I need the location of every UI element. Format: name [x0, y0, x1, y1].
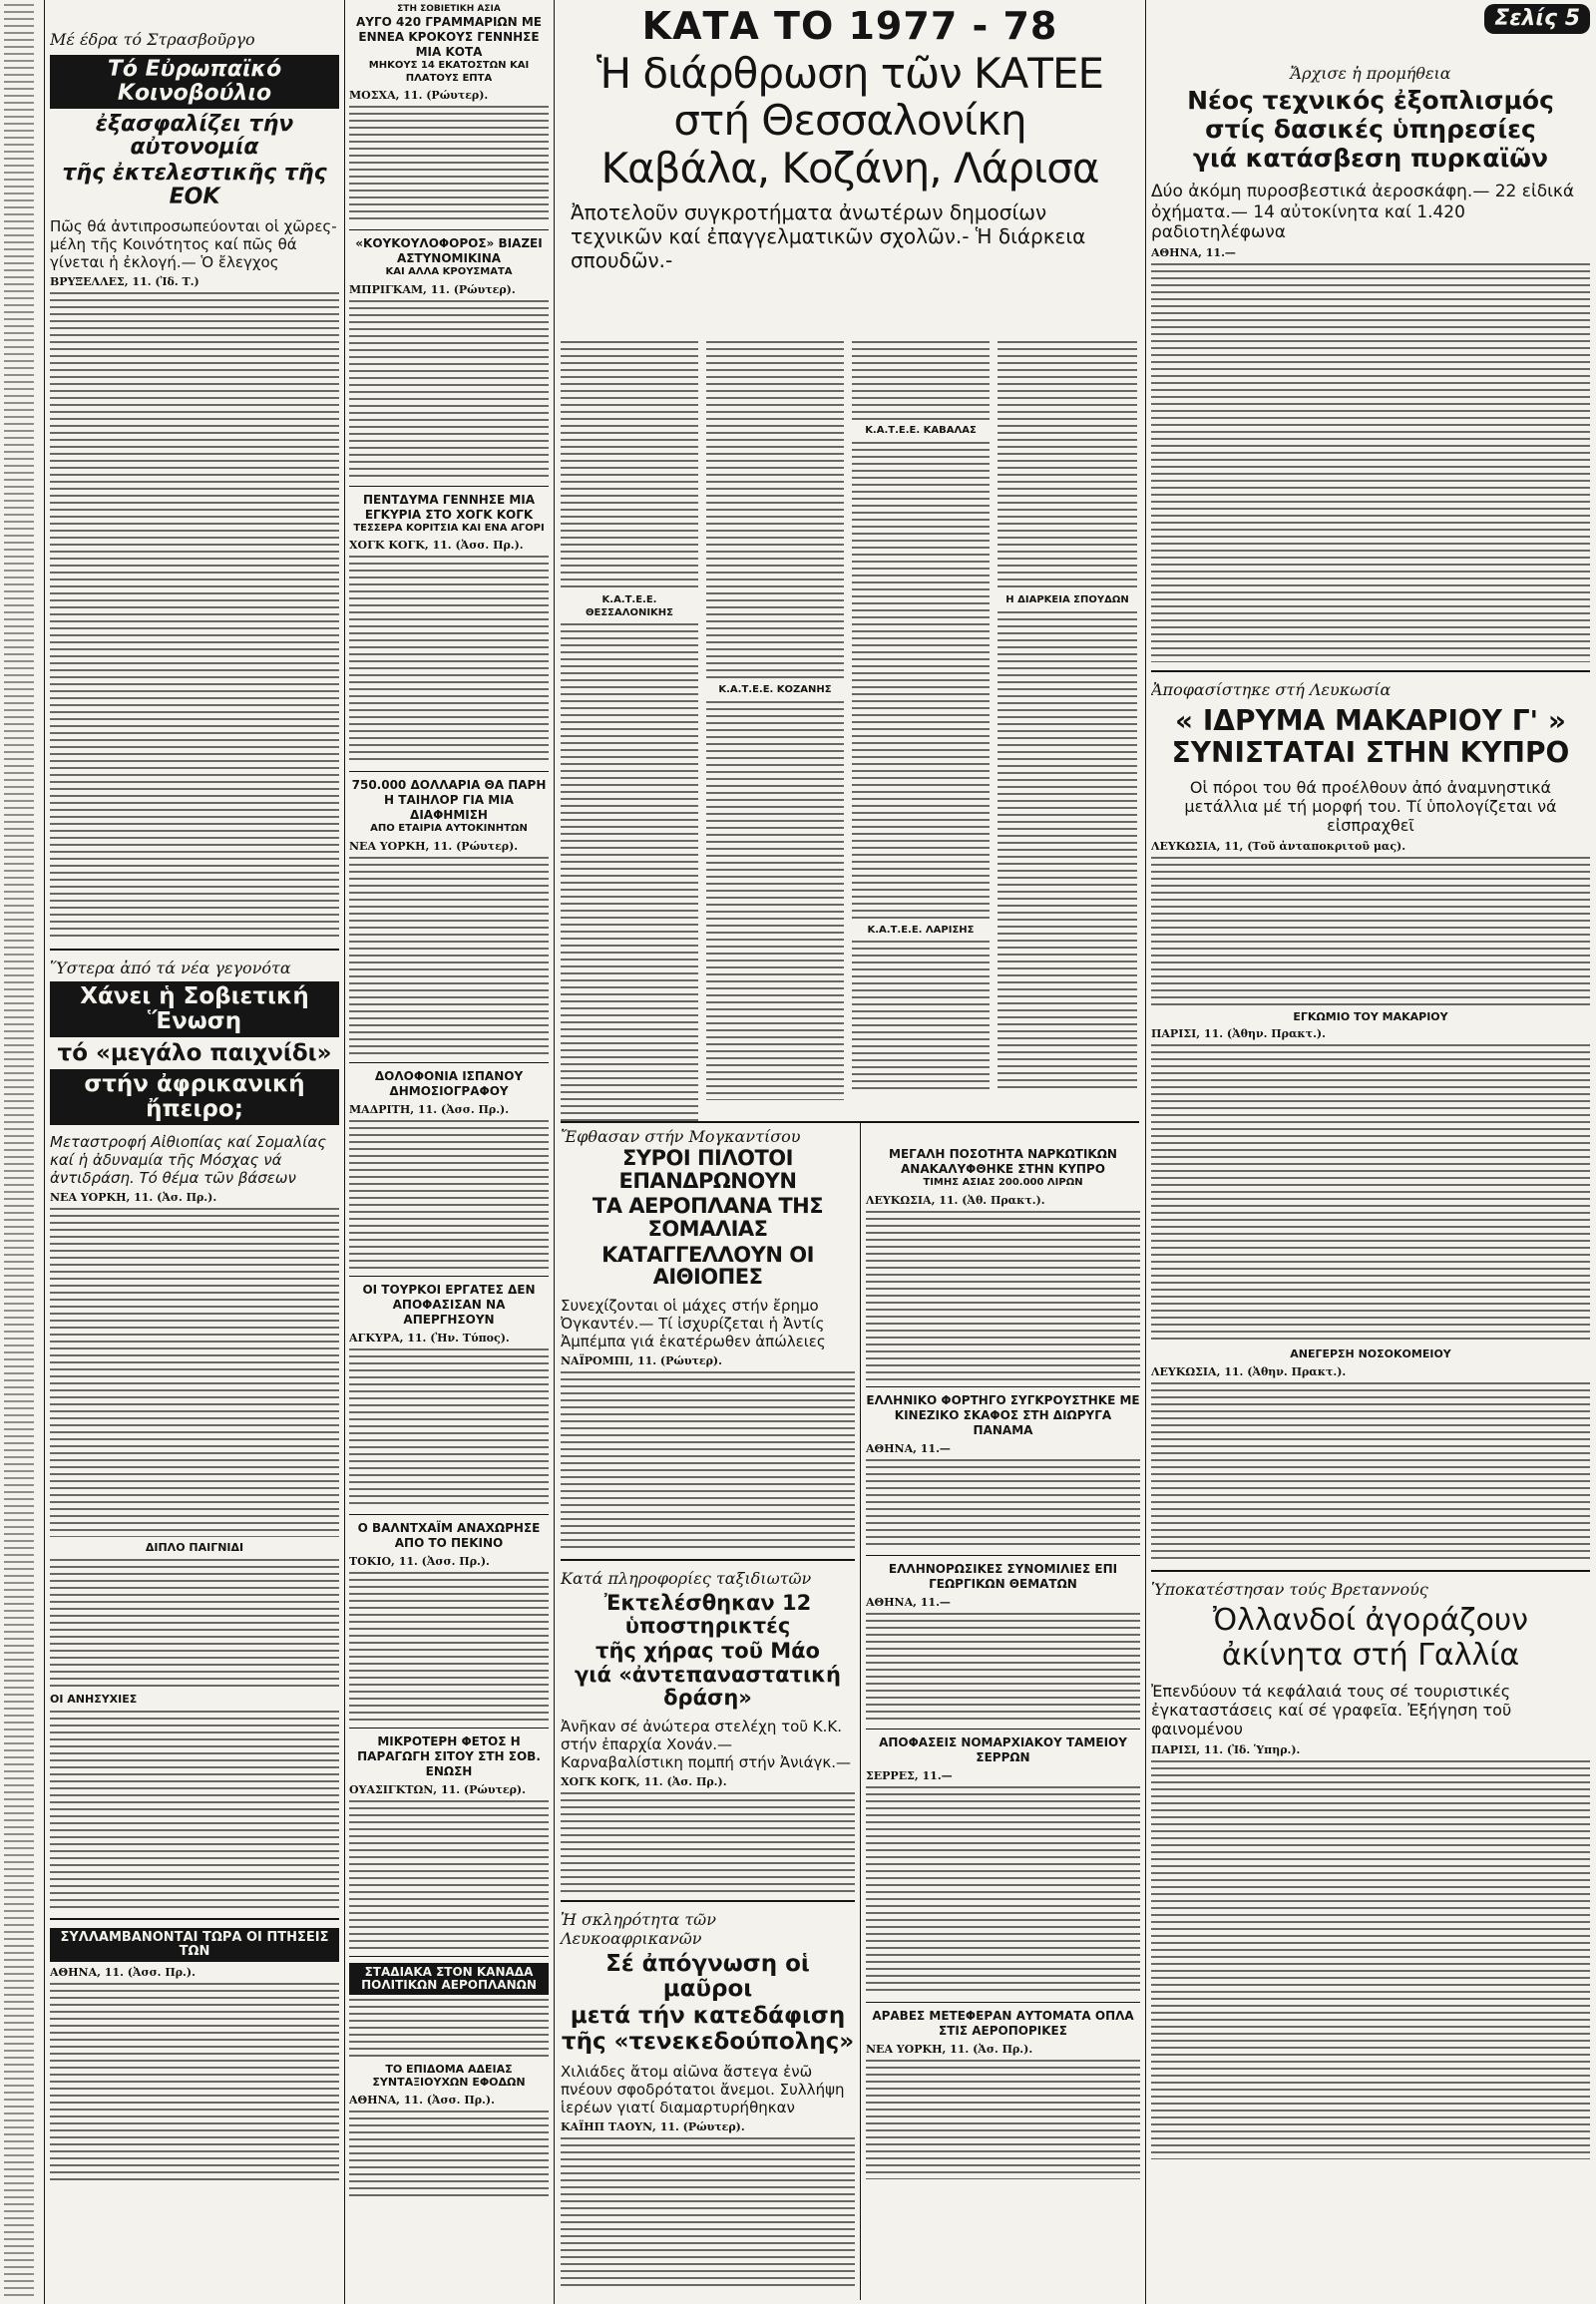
- story-deck: Οἱ πόροι του θά προέλθουν ἀπό ἀναμνηστικά μετάλλια μέ τή μορφή του. Τί ὑπολογίζεται νά εἰσπραχθεῖ: [1184, 778, 1557, 836]
- story-kicker: Μέ έδρα τό Στρασβοῦργο: [50, 30, 255, 49]
- brief-dateline: ΝΕΑ ΥΟΡΚΗ, 11. (Ἀσ. Πρ.).: [866, 2042, 1033, 2056]
- brief-headline: ΑΡΑΒΕΣ ΜΕΤΕΦΕΡΑΝ ΑΥΤΟΜΑΤΑ ΟΠΛΑ ΣΤΙΣ ΑΕΡΟΠΟΡΙΚΕΣ: [872, 2008, 1134, 2038]
- story-kicker: Κατά πληροφορίες ταξιδιωτῶν: [561, 1569, 812, 1589]
- brief-divider: [866, 2002, 1140, 2003]
- article-text: [50, 292, 339, 941]
- article-text: [349, 857, 549, 1056]
- headline-line: τῆς «τενεκεδούπολης»: [561, 2029, 855, 2056]
- headline-line: Ἡ διάρθρωση τῶν ΚΑΤΕΕ: [596, 49, 1104, 99]
- story-dateline: ΑΘΗΝΑ, 11. (Ἀσσ. Πρ.).: [50, 1965, 196, 1979]
- brief-headline: ΑΠΟΦΑΣΕΙΣ ΝΟΜΑΡΧΙΑΚΟΥ ΤΑΜΕΙΟΥ ΣΕΡΡΩΝ: [879, 1734, 1127, 1764]
- subheading: Κ.Α.Τ.Ε.Ε. ΚΟΖΑΝΗΣ: [718, 684, 832, 695]
- page-badge: [1484, 4, 1590, 34]
- article-text: [349, 1999, 549, 2059]
- headline-box: [349, 1963, 549, 1995]
- story-kicker: Ὑποκατέστησαν τούς Βρεταννούς: [1151, 1580, 1428, 1600]
- brief-headline: «ΚΟΥΚΟΥΛΟΦΟΡΟΣ» ΒΙΑΖΕΙ ΑΣΤΥΝΟΜΙΚΙΝΑ: [355, 236, 543, 266]
- headline-line: ΣΥΛΛΑΜΒΑΝΟΝΤΑΙ ΤΩΡΑ ΟΙ ΠΤΗΣΕΙΣ ΤΩΝ: [60, 1929, 329, 1959]
- column-europarliament: [50, 0, 339, 2304]
- headline-line: τῆς χήρας τοῦ Μάο: [596, 1638, 820, 1663]
- column-rule: [554, 0, 555, 2304]
- story-deck: Δύο ἀκόμη πυροσβεστικά ἀεροσκάφη.— 22 εἰδικά ὀχήματα.— 14 αὐτοκίνητα καί 1.420 ραδιοτηλέφωνα: [1151, 182, 1575, 242]
- brief-headline: ΠΕΝΤΔΥΜΑ ΓΕΝΝΗΣΕ ΜΙΑ ΕΓΚΥΡΙΑ ΣΤΟ ΧΟΓΚ ΚΟΓΚ: [362, 492, 536, 522]
- brief-headline: ΤΟ ΕΠΙΔΟΜΑ ΑΔΕΙΑΣ ΣΥΝΤΑΞΙΟΥΧΩΝ ΕΦΟΔΩΝ: [372, 2062, 526, 2090]
- story-dateline: ΚΑΪΗΠ ΤΑΟΥΝ, 11. (Ρώυτερ).: [561, 2120, 745, 2134]
- brief-headline: ΜΕΓΑΛΗ ΠΟΣΟΤΗΤΑ ΝΑΡΚΩΤΙΚΩΝ ΑΝΑΚΑΛΥΦΘΗΚΕ ΣΤΗΝ ΚΥΠΡΟ: [889, 1147, 1117, 1176]
- article-text: [998, 341, 1137, 590]
- brief-divider: [349, 229, 549, 230]
- brief-headline: Ο ΒΑΛΝΤΧΑΪΜ ΑΝΑΧΩΡΗΣΕ ΑΠΟ ΤΟ ΠΕΚΙΝΟ: [357, 1520, 541, 1550]
- brief-headline: ΔΟΛΟΦΟΝΙΑ ΙΣΠΑΝΟΥ ΔΗΜΟΣΙΟΓΡΑΦΟΥ: [374, 1068, 524, 1098]
- story-dateline: ΑΘΗΝΑ, 11.—: [1151, 246, 1236, 260]
- brief-dateline: ΣΕΡΡΕΣ, 11.—: [866, 1768, 953, 1782]
- brief-deck: ΤΙΜΗΣ ΑΣΙΑΣ 200.000 ΛΙΡΩΝ: [923, 1177, 1083, 1188]
- adjacent-page-edge: [0, 0, 40, 2304]
- article-text: [561, 1792, 855, 1892]
- article-text: [1151, 857, 1590, 1006]
- article-text: [998, 611, 1137, 1090]
- headline-kicker: ΚΑΤΑ ΤΟ 1977 - 78: [641, 4, 1058, 48]
- brief-headline: ΑΥΓΟ 420 ΓΡΑΜΜΑΡΙΩΝ ΜΕ ΕΝΝΕΑ ΚΡΟΚΟΥΣ ΓΕΝΝΗΣΕ ΜΙΑ ΚΟΤΑ: [356, 15, 542, 60]
- story-kicker: Ὕστερα ἀπό τά νέα γεγονότα: [50, 958, 291, 977]
- story-deck: Μεταστροφή Αἰθιοπίας καί Σομαλίας καί ἡ ἀδυναμία τῆς Μόσχας νά ἀντιδράση. Τό θέμα τῶν βάσεων: [50, 1133, 327, 1188]
- headline-box: [50, 55, 339, 109]
- article-text: [866, 1459, 1140, 1549]
- article-text: [561, 623, 698, 1122]
- article-text: [866, 2060, 1140, 2179]
- article-text: [349, 300, 549, 480]
- brief-headline: ΕΛΛΗΝΟΡΩΣΙΚΕΣ ΣΥΝΟΜΙΛΙΕΣ ΕΠΙ ΓΕΩΡΓΙΚΩΝ ΘΕΜΑΤΩΝ: [888, 1561, 1118, 1591]
- brief-divider: [349, 1062, 549, 1063]
- edge-text-block: [4, 4, 34, 2298]
- headline-line: ΣΥΝΙΣΤΑΤΑΙ ΣΤΗΝ ΚΥΠΡΟ: [1171, 735, 1570, 769]
- brief-divider: [866, 1728, 1140, 1729]
- headline-line: γιά κατάσβεση πυρκαϊῶν: [1193, 144, 1548, 174]
- story-somalia-main: [561, 1147, 855, 2291]
- brief-dateline: ΛΕΥΚΩΣΙΑ, 11. (Ἀθ. Πρακτ.).: [866, 1193, 1045, 1207]
- article-text: [50, 1983, 339, 2182]
- brief-dateline: ΧΟΓΚ ΚΟΓΚ, 11. (Ἀσσ. Πρ.).: [349, 539, 524, 553]
- headline-line: στή Θεσσαλονίκη: [673, 96, 1026, 146]
- headline-box: [50, 1069, 339, 1125]
- story-dateline: ΧΟΓΚ ΚΟΓΚ, 11. (Ἀσ. Πρ.).: [561, 1774, 727, 1788]
- brief-divider: [866, 1555, 1140, 1556]
- article-text: [349, 556, 549, 765]
- brief-deck: ΜΗΚΟΥΣ 14 ΕΚΑΤΟΣΤΩΝ ΚΑΙ ΠΛΑΤΟΥΣ ΕΠΤΑ: [368, 60, 530, 84]
- section-divider: [1151, 670, 1590, 672]
- brief-headline: ΣΤΑΔΙΑΚΑ ΣΤΟΝ ΚΑΝΑΔΑ ΠΟΛΙΤΙΚΩΝ ΑΕΡΟΠΛΑΝΩΝ: [361, 1964, 537, 1992]
- story-deck: Πῶς θά ἀντιπροσωπεύονται οἱ χῶρες-μέλη τῆς Κοινότητος καί πῶς θά γίνεται ἡ ἐκλογή.— Ὁ ἔλεγχος: [50, 216, 337, 271]
- story-deck: Ἀνῆκαν σέ ἀνώτερα στελέχη τοῦ Κ.Κ. στήν ἐπαρχία Χονάν.— Καρναβαλίστικη πομπή στήν Ἀνιάγκ.—: [561, 1717, 851, 1771]
- story-katee-body: [561, 337, 1139, 1115]
- headline-line: γιά «ἀντεπαναστατική δράση»: [574, 1663, 842, 1710]
- headline-line: τό «μεγάλο παιχνίδι»: [57, 1039, 332, 1066]
- subheading: Κ.Α.Τ.Ε.Ε. ΚΑΒΑΛΑΣ: [865, 425, 977, 436]
- article-text: [50, 1559, 339, 1689]
- headline-line: Ὀλλανδοί ἀγοράζουν: [1212, 1603, 1529, 1639]
- headline-line: ΤΑ ΑΕΡΟΠΛΑΝΑ ΤΗΣ ΣΟΜΑΛΙΑΣ: [592, 1194, 824, 1242]
- brief-divider: [349, 1276, 549, 1277]
- headline-line: τῆς ἐκτελεστικῆς τῆς ΕΟΚ: [62, 161, 327, 209]
- article-text: [561, 341, 698, 590]
- article-text: [50, 1711, 339, 1910]
- headline-line: Ἐκτελέσθηκαν 12 ὑποστηρικτές: [603, 1591, 812, 1638]
- brief-deck: ΤΕΣΣΕΡΑ ΚΟΡΙΤΣΙΑ ΚΑΙ ΕΝΑ ΑΓΟΡΙ: [353, 522, 545, 534]
- headline-line: ἀκίνητα στή Γαλλία: [1221, 1637, 1520, 1673]
- column-briefs-2: [866, 1147, 1140, 2183]
- headline-line: στήν ἀφρικανική ἤπειρο;: [84, 1071, 305, 1123]
- brief-headline: 750.000 ΔΟΛΛΑΡΙΑ ΘΑ ΠΑΡΗ Η ΤΑΙΗΛΟΡ ΓΙΑ ΜΙΑ ΔΙΑΦΗΜΙΣΗ: [351, 778, 547, 823]
- headline-line: στίς δασικές ὑπηρεσίες: [1205, 115, 1536, 145]
- story-deck: Ἐπενδύουν τά κεφάλαιά τους σέ τουριστικές ἐγκαταστάσεις καί σέ γραφεῖα. Ἐξήγηση τοῦ φαινομένου: [1151, 1682, 1512, 1739]
- page-badge-label: Σελίς 5: [1494, 6, 1580, 31]
- article-text: [349, 106, 549, 223]
- brief-dateline: ΑΘΗΝΑ, 11. (Ἀσσ. Πρ.).: [349, 2094, 495, 2108]
- subheading: ΔΙΠΛΟ ΠΑΙΓΝΙΔΙ: [145, 1541, 244, 1555]
- brief-dateline: ΑΓΚΥΡΑ, 11. (Ἠν. Τύπος).: [349, 1331, 510, 1344]
- brief-dateline: ΑΘΗΝΑ, 11.—: [866, 1441, 951, 1455]
- brief-dateline: ΟΥΑΣΙΓΚΤΩΝ, 11. (Ρώυτερ).: [349, 1782, 526, 1796]
- column-briefs: [349, 0, 549, 2304]
- story-kicker: Ἡ σκληρότητα τῶν Λευκοαφρικανῶν: [561, 1909, 716, 1948]
- article-text: [561, 1371, 855, 1551]
- article-text: [706, 341, 844, 680]
- body-subcolumn: [998, 337, 1137, 1094]
- brief-deck: ΚΑΙ ΑΛΛΑ ΚΡΟΥΣΜΑΤΑ: [385, 266, 513, 278]
- brief-divider: [349, 1956, 549, 1957]
- article-text: [852, 442, 990, 921]
- article-text: [349, 1348, 549, 1508]
- headline-line: ΚΑΤΑΓΓΕΛΛΟΥΝ ΟΙ ΑΙΘΙΟΠΕΣ: [601, 1242, 814, 1290]
- body-subcolumn: [852, 337, 990, 1094]
- article-text: [852, 341, 990, 421]
- brief-divider: [349, 486, 549, 487]
- headline-line: « ΙΔΡΥΜΑ ΜΑΚΑΡΙΟΥ Γ' »: [1175, 703, 1566, 737]
- subheading: ΕΓΚΩΜΙΟ ΤΟΥ ΜΑΚΑΡΙΟΥ: [1293, 1009, 1448, 1023]
- article-text: [706, 701, 844, 1100]
- headline-box: [50, 981, 339, 1037]
- article-text: [1151, 1760, 1590, 2159]
- headline-line: Χάνει ἡ Σοβιετική Ἕνωση: [80, 982, 309, 1034]
- story-somalia: [561, 1121, 1139, 1146]
- headline-line: ΣΥΡΟΙ ΠΙΛΟΤΟΙ ΕΠΑΝΔΡΩΝΟΥΝ: [618, 1146, 797, 1193]
- story-katee: [561, 0, 1139, 278]
- brief-divider: [349, 1514, 549, 1515]
- section-divider: [50, 1918, 339, 1920]
- brief-dateline: ΜΠΡΙΓΚΑΜ, 11. (Ρώυτερ).: [349, 282, 516, 296]
- article-text: [50, 1208, 339, 1537]
- article-text: [852, 941, 990, 1090]
- story-dateline: ΝΑΪΡΟΜΠΙ, 11. (Ρώυτερ).: [561, 1354, 722, 1368]
- brief-dateline: ΜΟΣΧΑ, 11. (Ρώυτερ).: [349, 89, 489, 103]
- brief-dateline: ΤΟΚΙΟ, 11. (Ἀσσ. Πρ.).: [349, 1554, 490, 1568]
- brief-deck: ΑΠΟ ΕΤΑΙΡΙΑ ΑΥΤΟΚΙΝΗΤΩΝ: [370, 823, 528, 835]
- headline-line: μετά τήν κατεδάφιση: [570, 2002, 846, 2029]
- brief-headline: ΜΙΚΡΟΤΕΡΗ ΦΕΤΟΣ Η ΠΑΡΑΓΩΓΗ ΣΙΤΟΥ ΣΤΗ ΣΟΒ. ΕΝΩΣΗ: [357, 1733, 541, 1778]
- story-dateline: ΛΕΥΚΩΣΙΑ, 11, (Τοῦ ἀνταποκριτοῦ μας).: [1151, 839, 1406, 853]
- column-rule: [44, 0, 45, 2304]
- story-dateline: ΝΕΑ ΥΟΡΚΗ, 11. (Ἀσ. Πρ.).: [50, 1191, 217, 1205]
- body-subcolumn: [561, 337, 698, 1126]
- story-dateline: ΛΕΥΚΩΣΙΑ, 11. (Ἀθην. Πρακτ.).: [1151, 1365, 1347, 1379]
- article-text: [866, 1613, 1140, 1723]
- column-rule: [860, 1123, 861, 2300]
- article-text: [561, 2137, 855, 2287]
- article-text: [1151, 1382, 1590, 1562]
- article-text: [349, 2111, 549, 2200]
- story-kicker: Ἄρχισε ἡ προμήθεια: [1290, 64, 1451, 83]
- column-right: [1151, 0, 1590, 2304]
- brief-headline: ΟΙ ΤΟΥΡΚΟΙ ΕΡΓΑΤΕΣ ΔΕΝ ΑΠΟΦΑΣΙΣΑΝ ΝΑ ΑΠΕΡΓΗΣΟΥΝ: [362, 1282, 536, 1327]
- article-text: [866, 1786, 1140, 1996]
- story-deck: Χιλιάδες ἄτομ αἰῶνα ἄστεγα ἐνῶ πνέουν σφοδρότατοι ἄνεμοι. Συλλήψη ἱερέων γιατί διαμαρτυρήθηκαν: [561, 2063, 845, 2117]
- subheading: ΟΙ ΑΝΗΣΥΧΙΕΣ: [50, 1692, 138, 1706]
- headline-line: Καβάλα, Κοζάνη, Λάρισα: [600, 143, 1099, 192]
- article-text: [866, 1211, 1140, 1380]
- story-deck: Συνεχίζονται οἱ μάχες στήν ἔρημο Ὀγκαντέν.— Τί ἰσχυρίζεται ἡ Ἀντίς Ἀμπέμπα γιά ἑκατέρωθεν ἀπώλειες: [561, 1297, 826, 1351]
- story-dateline: ΠΑΡΙΣΙ, 11. (Ἰδ. Ὑπηρ.).: [1151, 1742, 1301, 1756]
- article-text: [349, 1572, 549, 1722]
- article-text: [349, 1120, 549, 1270]
- brief-headline: ΕΛΛΗΝΙΚΟ ΦΟΡΤΗΓΟ ΣΥΓΚΡΟΥΣΤΗΚΕ ΜΕ ΚΙΝΕΖΙΚΟ ΣΚΑΦΟΣ ΣΤΗ ΔΙΩΡΥΓΑ ΠΑΝΑΜΑ: [866, 1392, 1140, 1437]
- headline-line: Σέ ἀπόγνωση οἱ μαῦροι: [605, 1950, 810, 2002]
- article-text: [1151, 1044, 1590, 1344]
- brief-divider: [349, 771, 549, 772]
- brief-dateline: ΝΕΑ ΥΟΡΚΗ, 11. (Ρώυτερ).: [349, 839, 519, 853]
- headline-box: [50, 1928, 339, 1962]
- section-divider: [1151, 1570, 1590, 1572]
- subheading: Κ.Α.Τ.Ε.Ε. ΛΑΡΙΣΗΣ: [867, 924, 975, 936]
- story-kicker: Ἔφθασαν στήν Μογκαντίσου: [561, 1127, 801, 1146]
- body-subcolumn: [706, 337, 844, 1104]
- subheading: ΑΝΕΓΕΡΣΗ ΝΟΣΟΚΟΜΕΙΟΥ: [1290, 1347, 1451, 1361]
- brief-divider: [866, 1386, 1140, 1387]
- article-text: [349, 1800, 549, 1950]
- section-divider: [561, 1559, 855, 1561]
- brief-kicker: ΣΤΗ ΣΟΒΙΕΤΙΚΗ ΑΣΙΑ: [397, 4, 501, 14]
- headline-line: Τό Εὐρωπαϊκό Κοινοβούλιο: [107, 57, 282, 106]
- article-text: [1151, 263, 1590, 662]
- story-kicker: Ἀποφασίστηκε στή Λευκωσία: [1151, 680, 1392, 700]
- section-divider: [50, 949, 339, 951]
- brief-dateline: ΜΑΔΡΙΤΗ, 11. (Ἀσσ. Πρ.).: [349, 1102, 510, 1116]
- headline-line: ἐξασφαλίζει τήν αὐτονομία: [95, 111, 294, 161]
- section-divider: [561, 1121, 1139, 1123]
- subheading: Η ΔΙΑΡΚΕΙΑ ΣΠΟΥΔΩΝ: [1005, 594, 1129, 605]
- subheading: Κ.Α.Τ.Ε.Ε. ΘΕΣΣΑΛΟΝΙΚΗΣ: [585, 594, 673, 618]
- story-dateline: ΠΑΡΙΣΙ, 11. (Ἀθην. Πρακτ.).: [1151, 1027, 1326, 1041]
- section-divider: [561, 1900, 855, 1902]
- column-rule: [1145, 0, 1146, 2304]
- story-dateline: ΒΡΥΞΕΛΛΕΣ, 11. (Ἰδ. Τ.): [50, 274, 200, 288]
- column-rule: [344, 0, 345, 2304]
- brief-dateline: ΑΘΗΝΑ, 11.—: [866, 1595, 951, 1609]
- headline-line: Νέος τεχνικός ἐξοπλισμός: [1187, 86, 1554, 116]
- story-deck: Ἀποτελοῦν συγκροτήματα ἀνωτέρων δημοσίων τεχνικῶν καί ἐπαγγελματικῶν σχολῶν.- Ἡ διάρκεια σπουδῶν.-: [571, 200, 1086, 273]
